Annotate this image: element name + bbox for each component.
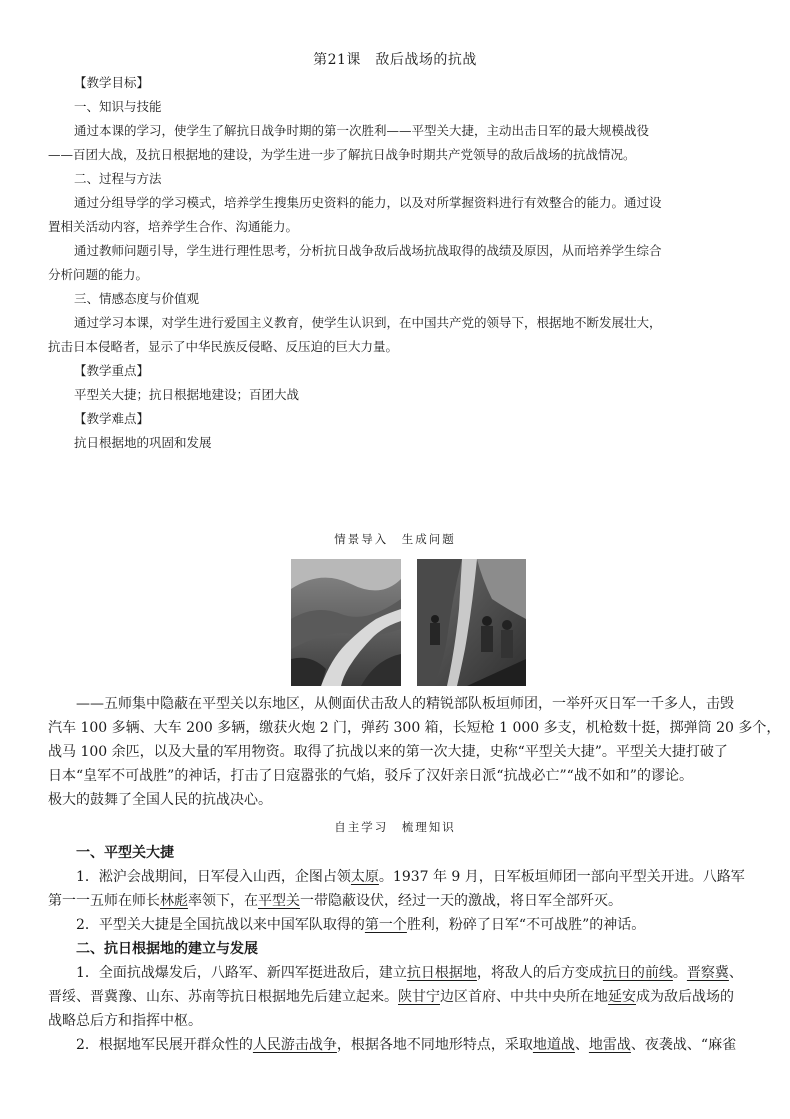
process-line-1: 通过分组导学的学习模式，培养学生搜集历史资料的能力，以及对所掌握资料进行有效整合的能力。通过设	[74, 195, 662, 210]
process-line-2: 置相关活动内容，培养学生合作、沟通能力。	[48, 219, 299, 234]
values-line-1: 通过学习本课，对学生进行爱国主义教育，使学生认识到，在中国共产党的领导下，根据地不断发展壮大，	[74, 315, 662, 330]
section-knowledge-title: 一、知识与技能	[74, 99, 162, 114]
answer-base-areas: 抗日根据地	[406, 965, 477, 981]
answer-taiyuan: 太原	[350, 869, 379, 885]
answer-yanan: 延安	[608, 989, 636, 1005]
section-2-item-1-line-2: 晋绥、晋冀豫、山东、苏南等抗日根据地先后建立起来。陕甘宁边区首府、中共中央所在地延安成为敌后战场的	[48, 989, 734, 1005]
knowledge-sections	[48, 841, 745, 1057]
answer-tunnel-war: 地道战	[532, 1037, 575, 1053]
lesson-title: 第21课 敌后战场的抗战	[313, 52, 477, 68]
section-1-item-1-line-1: 1．淞沪会战期间，日军侵入山西，企图占领太原。1937 年 9 月，日军板垣师团一部向平型关开进。八路军	[76, 869, 745, 885]
key-points-header: 【教学重点】	[74, 363, 150, 378]
self-study-heading: 自主学习 梳理知识	[334, 820, 456, 834]
intro-line-4: 日本“皇军不可战胜”的神话，打击了日寇嚣张的气焰，驳斥了汉奸亲日派“抗战必亡”“战不如和”的谬论。	[48, 768, 693, 784]
intro-line-5: 极大的鼓舞了全国人民的抗战决心。	[48, 792, 272, 808]
section-1-item-1-line-2: 第一一五师在师长林彪率领下，在平型关一带隐蔽设伏，经过一天的激战，将日军全部歼灭。	[48, 893, 622, 909]
intro-line-2: 汽车 100 多辆、大车 200 多辆，缴获火炮 2 门，弹药 300 箱，长短枪 1 000 多支，机枪数十挺，掷弹筒 20 多个，	[48, 720, 781, 736]
answer-linbiao: 林彪	[160, 893, 188, 909]
section-2-item-2: 2．根据地军民展开群众性的人民游击战争，根据各地不同地形特点，采取地道战、地雷战、夜袭战、“麻雀	[76, 1037, 737, 1053]
answer-front-line: 抗日的前线	[602, 965, 673, 981]
difficulties-text: 抗日根据地的巩固和发展	[74, 435, 212, 450]
answer-guerrilla-war: 人民游击战争	[252, 1037, 337, 1053]
answer-jinchaji: 晋察冀	[686, 965, 729, 981]
teaching-objectives	[48, 71, 742, 455]
process-line-3: 通过教师问题引导，学生进行理性思考，分析抗日战争敌后战场抗战取得的战绩及原因，从而培养学生综合	[74, 243, 662, 258]
answer-first: 第一个	[364, 917, 407, 933]
difficulties-header: 【教学难点】	[74, 411, 150, 426]
intro-heading: 情景导入 生成问题	[334, 532, 456, 546]
section-2-item-1-line-3: 战略总后方和指挥中枢。	[48, 1013, 202, 1029]
key-points-text: 平型关大捷；抗日根据地建设；百团大战	[74, 387, 300, 402]
answer-pingxingguan: 平型关	[258, 893, 300, 909]
intro-photos	[291, 559, 527, 686]
section-1-title: 一、平型关大捷	[76, 845, 174, 861]
answer-mine-war: 地雷战	[588, 1037, 631, 1053]
knowledge-line-1: 通过本课的学习，使学生了解抗日战争时期的第一次胜利——平型关大捷，主动出击日军的最大规模战役	[74, 123, 650, 138]
intro-line-1: ——五师集中隐蔽在平型关以东地区，从侧面伏击敌人的精锐部队板垣师团，一举歼灭日军一千多人，击毁	[76, 696, 734, 712]
knowledge-line-2: ——百团大战，及抗日根据地的建设，为学生进一步了解抗日战争时期共产党领导的敌后战场的抗战情况。	[48, 147, 636, 162]
section-process-title: 二、过程与方法	[74, 171, 162, 186]
intro-paragraph	[48, 692, 781, 812]
values-line-2: 抗击日本侵略者，显示了中华民族反侵略、反压迫的巨大力量。	[48, 339, 399, 354]
section-2-title: 二、抗日根据地的建立与发展	[76, 941, 258, 957]
section-values-title: 三、情感态度与价值观	[74, 291, 200, 306]
section-2-item-1-line-1: 1．全面抗战爆发后，八路军、新四军挺进敌后，建立抗日根据地，将敌人的后方变成抗日的前线。晋察冀、	[76, 965, 743, 981]
section-1-item-2: 2．平型关大捷是全国抗战以来中国军队取得的第一个胜利，粉碎了日军“不可战胜”的神话。	[76, 917, 646, 933]
valley-photo	[291, 559, 401, 686]
soldiers-photo	[417, 559, 526, 686]
answer-shaanganning: 陕甘宁	[398, 989, 440, 1005]
intro-line-3: 战马 100 余匹，以及大量的军用物资。取得了抗战以来的第一次大捷，史称“平型关大捷”。平型关大捷打破了	[48, 744, 728, 760]
objectives-header: 【教学目标】	[74, 75, 150, 90]
process-line-4: 分析问题的能力。	[48, 267, 149, 282]
